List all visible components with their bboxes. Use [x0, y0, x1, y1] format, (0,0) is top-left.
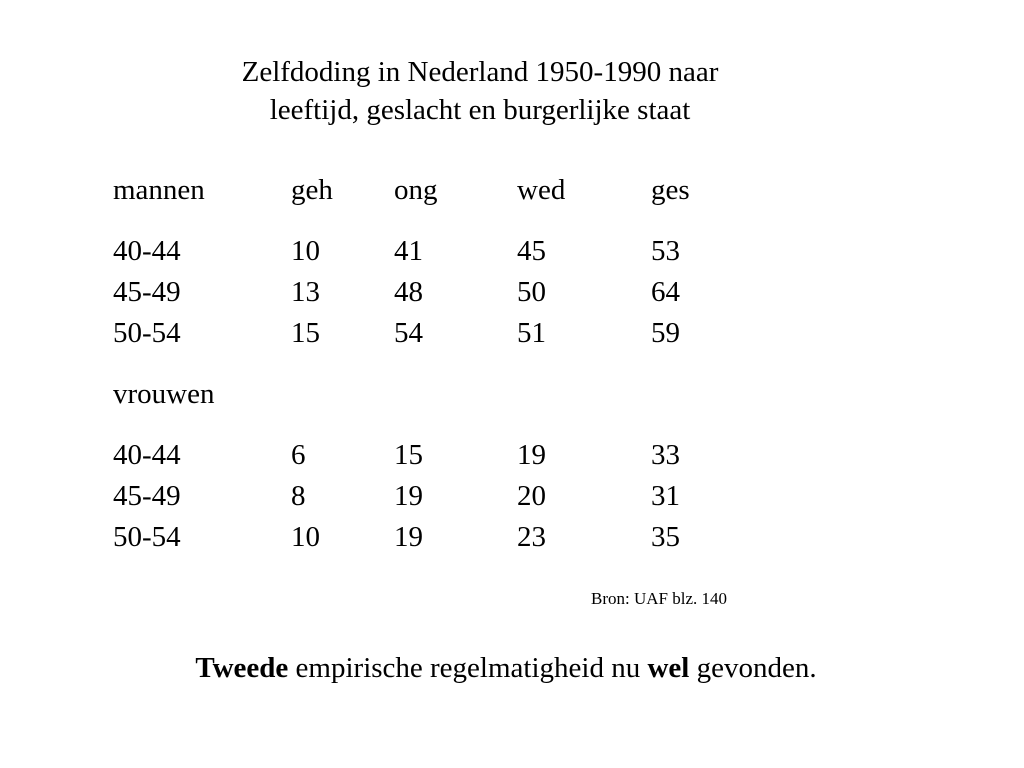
table-row	[0, 479, 1024, 513]
value-geh: 13	[291, 276, 320, 308]
value-ong: 19	[394, 521, 423, 553]
value-ges: 31	[651, 480, 680, 512]
conclusion-text-2: gevonden.	[689, 652, 817, 684]
value-ges: 33	[651, 439, 680, 471]
value-wed: 50	[517, 276, 546, 308]
conclusion-text-1: empirische regelmatigheid nu	[288, 652, 648, 684]
age-group: 45-49	[113, 480, 181, 512]
column-header-wed: wed	[517, 174, 566, 206]
slide-title-line-2: leeftijd, geslacht en burgerlijke staat	[269, 94, 691, 126]
column-header-ong: ong	[394, 174, 438, 206]
value-wed: 20	[517, 480, 546, 512]
table-row	[0, 520, 1024, 554]
value-geh: 10	[291, 235, 320, 267]
value-ong: 54	[394, 317, 423, 349]
value-ong: 41	[394, 235, 423, 267]
conclusion-text	[0, 650, 1012, 686]
value-ges: 64	[651, 276, 680, 308]
table-header-men	[0, 173, 1024, 207]
age-group: 50-54	[113, 521, 181, 553]
value-ong: 48	[394, 276, 423, 308]
value-ong: 15	[394, 439, 423, 471]
table-row	[0, 234, 1024, 268]
table-header-women	[0, 377, 1024, 411]
age-group: 40-44	[113, 235, 181, 267]
conclusion-bold-2: wel	[647, 652, 690, 684]
source-citation: Bron: UAF blz. 140	[591, 589, 727, 608]
age-group: 45-49	[113, 276, 181, 308]
column-header-ges: ges	[651, 174, 690, 206]
value-ges: 59	[651, 317, 680, 349]
value-wed: 19	[517, 439, 546, 471]
slide-title-line-1: Zelfdoding in Nederland 1950-1990 naar	[241, 56, 719, 88]
age-group: 50-54	[113, 317, 181, 349]
value-geh: 6	[291, 439, 306, 471]
value-geh: 10	[291, 521, 320, 553]
value-wed: 23	[517, 521, 546, 553]
column-header-geh: geh	[291, 174, 333, 206]
group-label-men: mannen	[113, 174, 205, 206]
conclusion-bold-1: Tweede	[195, 652, 289, 684]
value-wed: 45	[517, 235, 546, 267]
table-row	[0, 316, 1024, 350]
value-ges: 35	[651, 521, 680, 553]
table-row	[0, 275, 1024, 309]
age-group: 40-44	[113, 439, 181, 471]
table-row	[0, 438, 1024, 472]
value-geh: 15	[291, 317, 320, 349]
value-wed: 51	[517, 317, 546, 349]
value-ges: 53	[651, 235, 680, 267]
value-ong: 19	[394, 480, 423, 512]
group-label-women: vrouwen	[113, 378, 215, 410]
value-geh: 8	[291, 480, 306, 512]
